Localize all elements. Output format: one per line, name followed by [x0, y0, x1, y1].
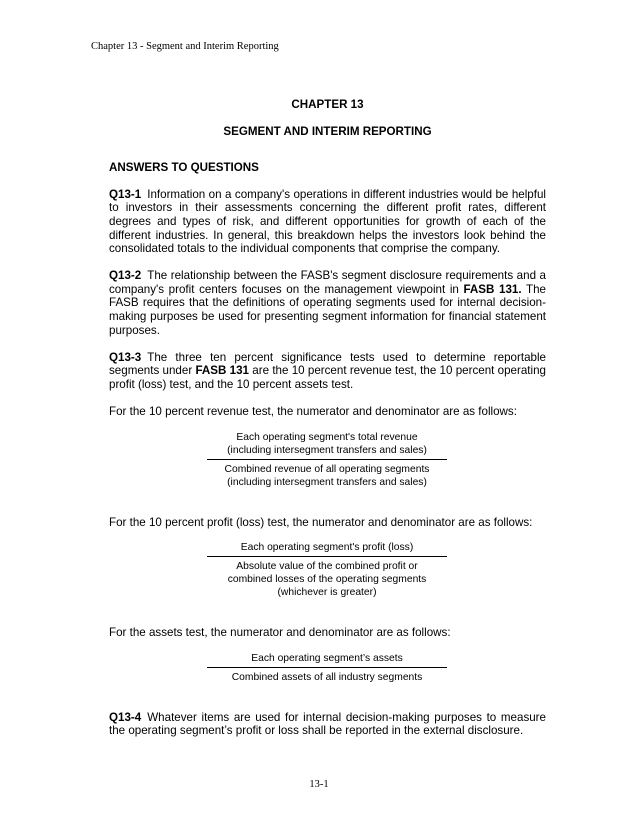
numerator-line: Each operating segment's profit (loss)	[240, 542, 414, 554]
question-q13-1	[109, 188, 546, 256]
chapter-number: CHAPTER 13	[291, 98, 364, 111]
question-label: Q13-4	[109, 710, 142, 724]
assets-test-lead: For the assets test, the numerator and denominator are as follows:	[109, 626, 451, 640]
numerator-line: Each operating segment’s assets	[251, 652, 403, 664]
fraction-denominator	[207, 557, 447, 599]
answer-text: The three ten percent significance tests used to determine reportable segments under	[109, 350, 546, 378]
numerator-line: (including intersegment transfers and sales)	[227, 444, 427, 456]
revenue-test-lead: For the 10 percent revenue test, the numerator and denominator are as follows:	[109, 405, 517, 418]
answer-text: The relationship between the FASB's segment disclosure requirements and a company's profit centers focuses on the management viewpoint in	[109, 269, 546, 296]
page-content	[109, 98, 546, 751]
denominator-line: combined losses of the operating segments	[227, 574, 427, 586]
fraction-numerator	[207, 431, 447, 460]
question-q13-3	[109, 351, 546, 392]
profit-test-lead: For the 10 percent profit (loss) test, the numerator and denominator are as follows:	[109, 515, 533, 529]
denominator-line: Absolute value of the combined profit or	[236, 561, 418, 573]
fraction-numerator	[207, 541, 447, 557]
question-q13-4	[109, 711, 546, 738]
fraction-denominator	[207, 668, 447, 684]
numerator-line: Each operating segment's total revenue	[236, 431, 418, 443]
section-heading: ANSWERS TO QUESTIONS	[109, 161, 259, 175]
denominator-line: Combined assets of all industry segments	[231, 671, 423, 683]
profit-test-fraction	[207, 541, 447, 599]
denominator-line: (whichever is greater)	[277, 587, 377, 599]
chapter-title: SEGMENT AND INTERIM REPORTING	[223, 124, 432, 138]
answer-text: Whatever items are used for internal decision-making purposes to measure the operating segment’s profit or loss shall be reported in the external disclosure.	[109, 710, 546, 738]
answer-emphasis: FASB 131.	[463, 282, 522, 296]
answer-emphasis: FASB 131	[195, 364, 250, 378]
answer-text: Information on a company's operations in different industries would be helpful to investors in their assessments concerning the different profit rates, different degrees and types of risk, and different opportunities for growth of each of the different industries. In general, this breakdown helps the investors look behind the consolidated totals to the individual components that comprise the company.	[109, 187, 546, 256]
answer-text: are the 10 percent revenue test, the 10 percent operating profit (loss) test, and the 10 percent assets test.	[109, 364, 547, 391]
question-label: Q13-2	[109, 269, 142, 283]
fraction-numerator	[207, 652, 447, 668]
answer-text: The FASB requires that the definitions of operating segments used for internal decision-making purposes be used for presenting segment information for financial statement purposes.	[109, 282, 546, 337]
question-q13-2	[109, 269, 546, 337]
fraction-denominator	[207, 460, 447, 489]
revenue-test-fraction	[207, 431, 447, 489]
assets-test-fraction	[207, 652, 447, 684]
page-number: 13-1	[309, 779, 329, 790]
running-header: Chapter 13 - Segment and Interim Reporting	[91, 41, 279, 52]
denominator-line: Combined revenue of all operating segments	[224, 463, 430, 475]
denominator-line: (including intersegment transfers and sales)	[227, 476, 427, 488]
question-label: Q13-3	[109, 350, 142, 364]
question-label: Q13-1	[109, 187, 142, 201]
